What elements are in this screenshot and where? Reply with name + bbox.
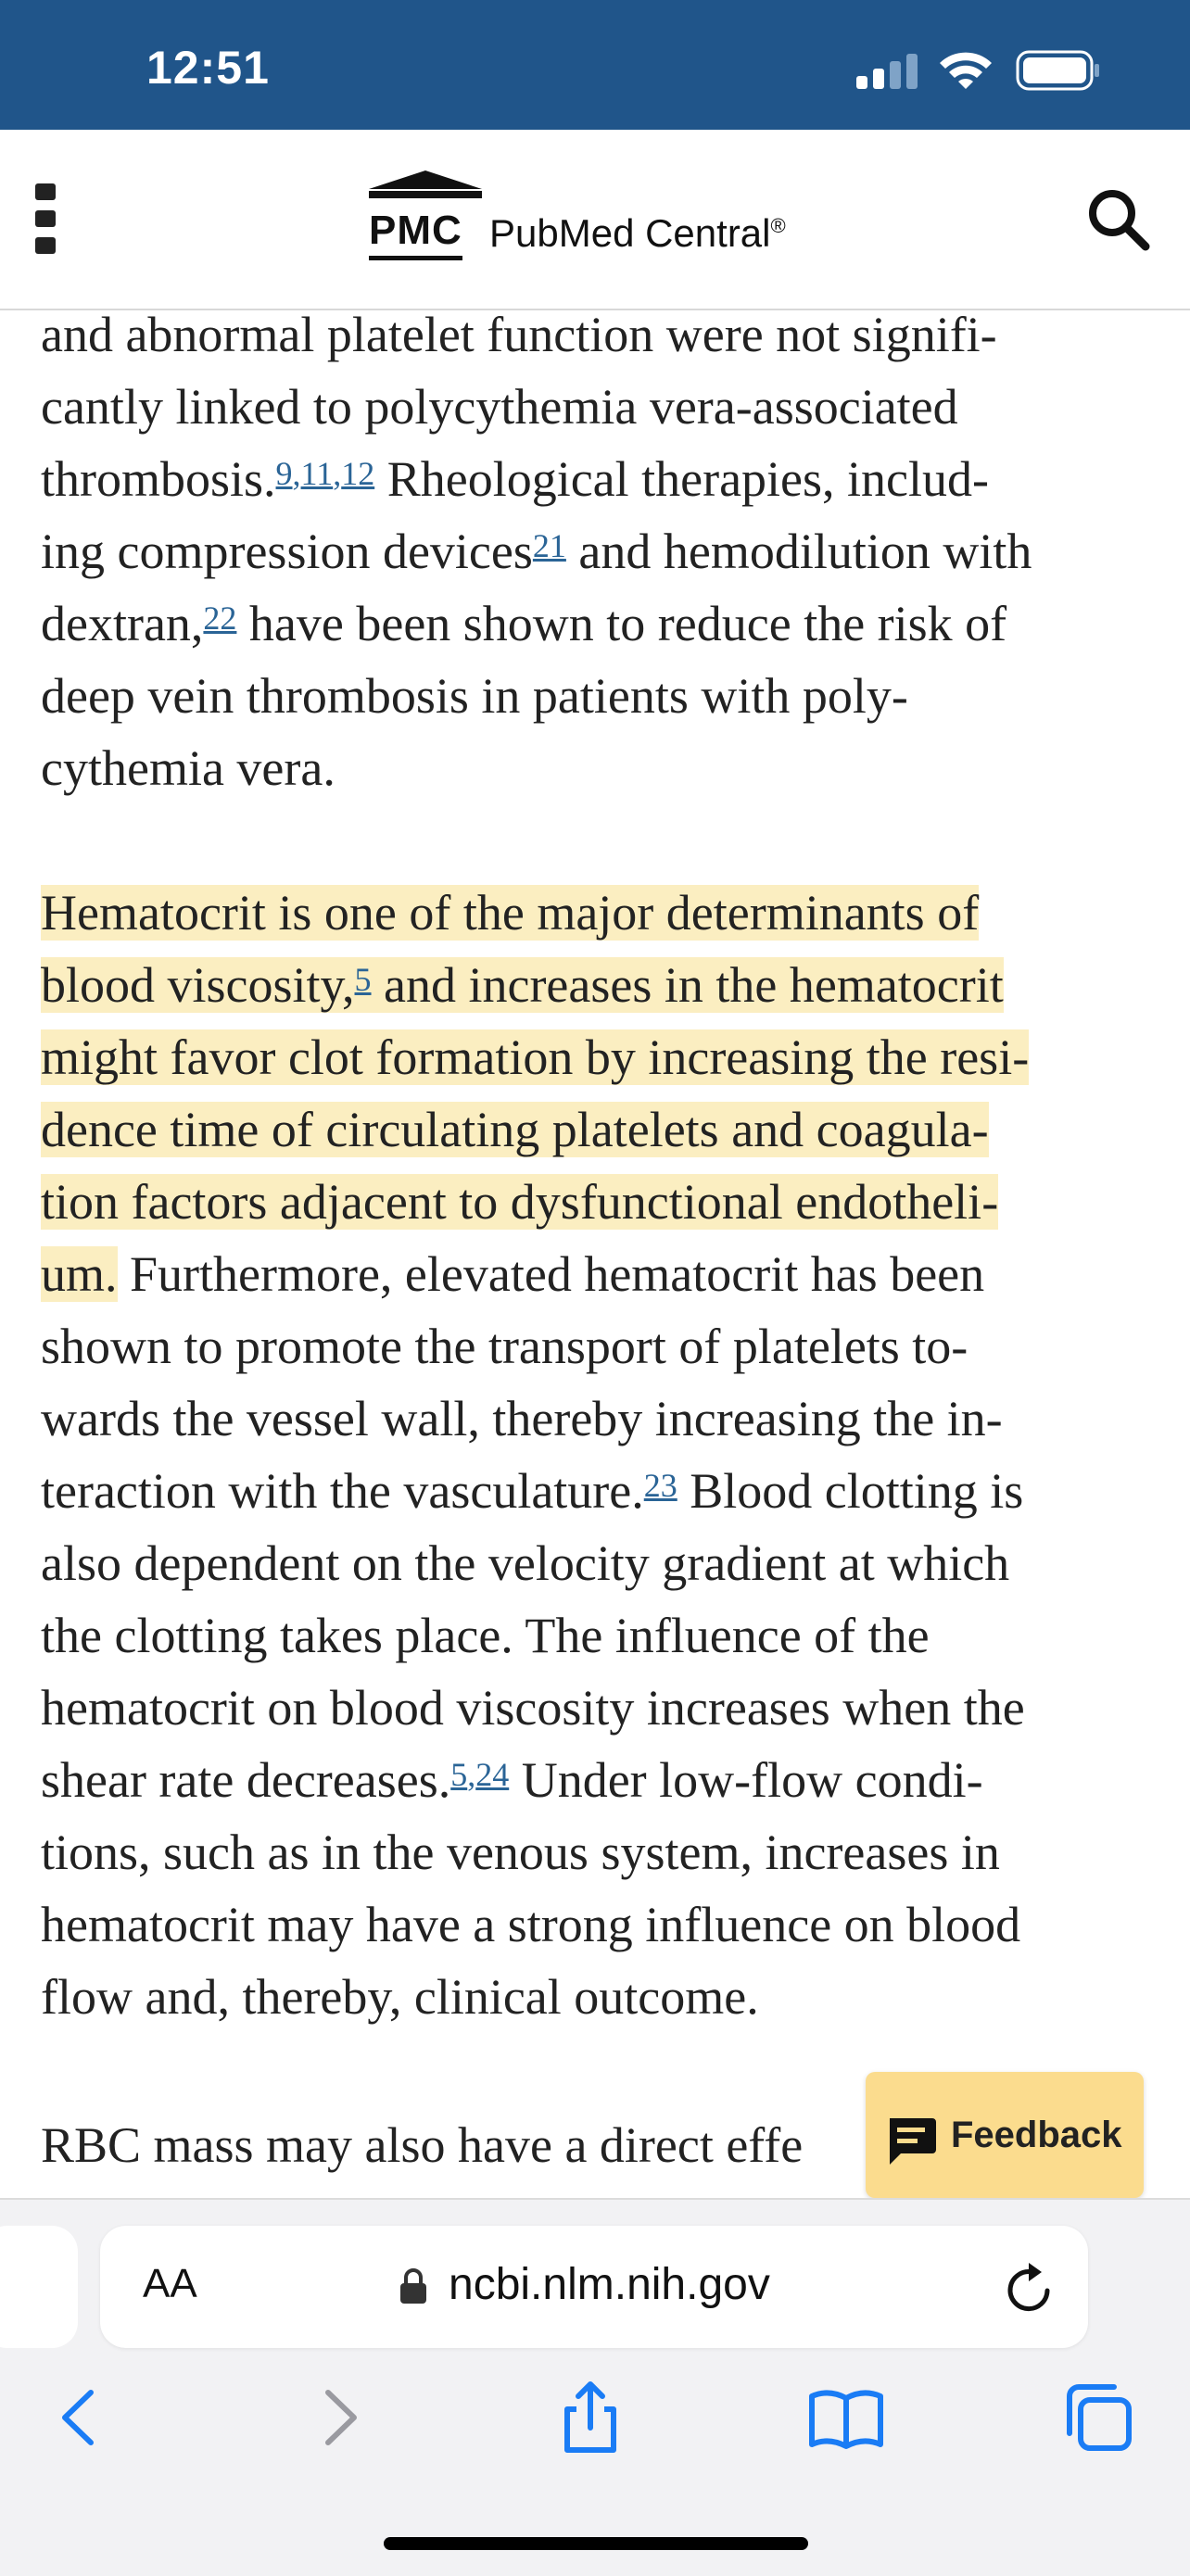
citation-link[interactable]: 24 bbox=[475, 1756, 510, 1793]
text-line: thrombosis.$^{9,11,12}$ Rheological therapies, includ- bbox=[41, 451, 989, 507]
text-line: shear rate decreases.$^{5,24}$ Under low-flow condi- bbox=[41, 1752, 983, 1808]
logo-abbrev: PMC bbox=[369, 208, 462, 260]
cellular-signal-icon bbox=[855, 52, 919, 89]
citation-link[interactable]: 21 bbox=[532, 527, 566, 564]
battery-icon bbox=[1016, 50, 1101, 91]
logo-text: PubMed Central® bbox=[489, 211, 786, 255]
text-line: um. Furthermore, elevated hematocrit has been bbox=[41, 1246, 985, 1302]
citation-link[interactable]: 11 bbox=[300, 455, 334, 492]
text-line: teraction with the vasculature.$^{23}$ Blood clotting is bbox=[41, 1463, 1024, 1519]
lock-icon bbox=[399, 2267, 428, 2305]
text-line bbox=[41, 877, 1153, 949]
text-line: cythemia vera. bbox=[41, 740, 335, 796]
browser-toolbar bbox=[0, 2198, 1190, 2576]
chat-bubble-icon bbox=[884, 2115, 938, 2166]
site-header bbox=[0, 130, 1190, 310]
text-line: cantly linked to polycythemia vera-associated bbox=[41, 379, 958, 435]
citation-link[interactable]: 9 bbox=[275, 455, 293, 492]
pmc-logo[interactable] bbox=[367, 169, 849, 271]
highlighted-text: dence time of circulating platelets and coagula- bbox=[41, 1102, 989, 1157]
forward-arrow-icon[interactable] bbox=[298, 2376, 382, 2459]
text-line: ing compression devices$^{21}$ and hemodilution with bbox=[41, 524, 1032, 579]
text-line: the clotting takes place. The influence of the bbox=[41, 1608, 930, 1663]
search-icon[interactable] bbox=[1084, 185, 1151, 252]
text-line bbox=[41, 1166, 1153, 1238]
share-icon[interactable] bbox=[549, 2376, 632, 2459]
article-paragraph bbox=[41, 298, 1153, 804]
back-arrow-icon[interactable] bbox=[37, 2376, 120, 2459]
bookmarks-icon[interactable] bbox=[804, 2376, 888, 2459]
home-indicator[interactable] bbox=[384, 2537, 808, 2550]
text-line bbox=[41, 1021, 1153, 1093]
previous-tab-preview[interactable] bbox=[0, 2226, 78, 2348]
tabs-icon[interactable] bbox=[1057, 2376, 1140, 2459]
text-line: hematocrit on blood viscosity increases when the bbox=[41, 1680, 1025, 1736]
logo-roof-icon bbox=[367, 169, 484, 202]
text-line: RBC mass may also have a direct effe bbox=[41, 2117, 804, 2173]
citation-link[interactable]: 5 bbox=[354, 961, 372, 998]
citation-link[interactable]: 12 bbox=[341, 455, 375, 492]
text-line: hematocrit may have a strong influence on blood bbox=[41, 1897, 1021, 1952]
text-line bbox=[41, 1093, 1153, 1166]
article-paragraph bbox=[41, 877, 1153, 2033]
status-time: 12:51 bbox=[146, 42, 270, 94]
text-line: deep vein thrombosis in patients with poly- bbox=[41, 668, 908, 724]
citation-link[interactable]: 5 bbox=[450, 1756, 468, 1793]
text-line: flow and, thereby, clinical outcome. bbox=[41, 1969, 759, 2025]
url-text: ncbi.nlm.nih.gov bbox=[449, 2260, 770, 2309]
wifi-icon bbox=[936, 46, 995, 91]
citation-link[interactable]: 23 bbox=[643, 1467, 677, 1504]
text-size-button[interactable]: AA bbox=[143, 2261, 197, 2306]
menu-icon[interactable] bbox=[35, 183, 57, 258]
address-bar[interactable] bbox=[100, 2226, 1088, 2348]
registered-mark: ® bbox=[770, 214, 786, 237]
citation-link[interactable]: 22 bbox=[203, 600, 237, 637]
text-line: tions, such as in the venous system, increases in bbox=[41, 1825, 1000, 1880]
text-line: and abnormal platelet function were not signifi- bbox=[41, 307, 997, 362]
highlighted-text: tion factors adjacent to dysfunctional endotheli- bbox=[41, 1174, 999, 1230]
article-body bbox=[41, 298, 1153, 2189]
highlighted-text: blood viscosity,$^5$ and increases in the hematocrit bbox=[41, 957, 1004, 1013]
highlighted-text: um. bbox=[41, 1246, 118, 1302]
feedback-button[interactable] bbox=[866, 2072, 1144, 2198]
text-line bbox=[41, 949, 1153, 1021]
text-line: shown to promote the transport of platelets to- bbox=[41, 1319, 968, 1374]
reload-icon[interactable] bbox=[1005, 2259, 1057, 2315]
status-bar bbox=[0, 0, 1190, 130]
text-line: wards the vessel wall, thereby increasing the in- bbox=[41, 1391, 1003, 1446]
text-line: also dependent on the velocity gradient at which bbox=[41, 1535, 1010, 1591]
highlighted-text: might favor clot formation by increasing the resi- bbox=[41, 1029, 1030, 1085]
feedback-label: Feedback bbox=[951, 2115, 1122, 2155]
text-line: dextran,$^{22}$ have been shown to reduce the risk of bbox=[41, 596, 1007, 651]
highlighted-text: Hematocrit is one of the major determinants of bbox=[41, 885, 980, 941]
